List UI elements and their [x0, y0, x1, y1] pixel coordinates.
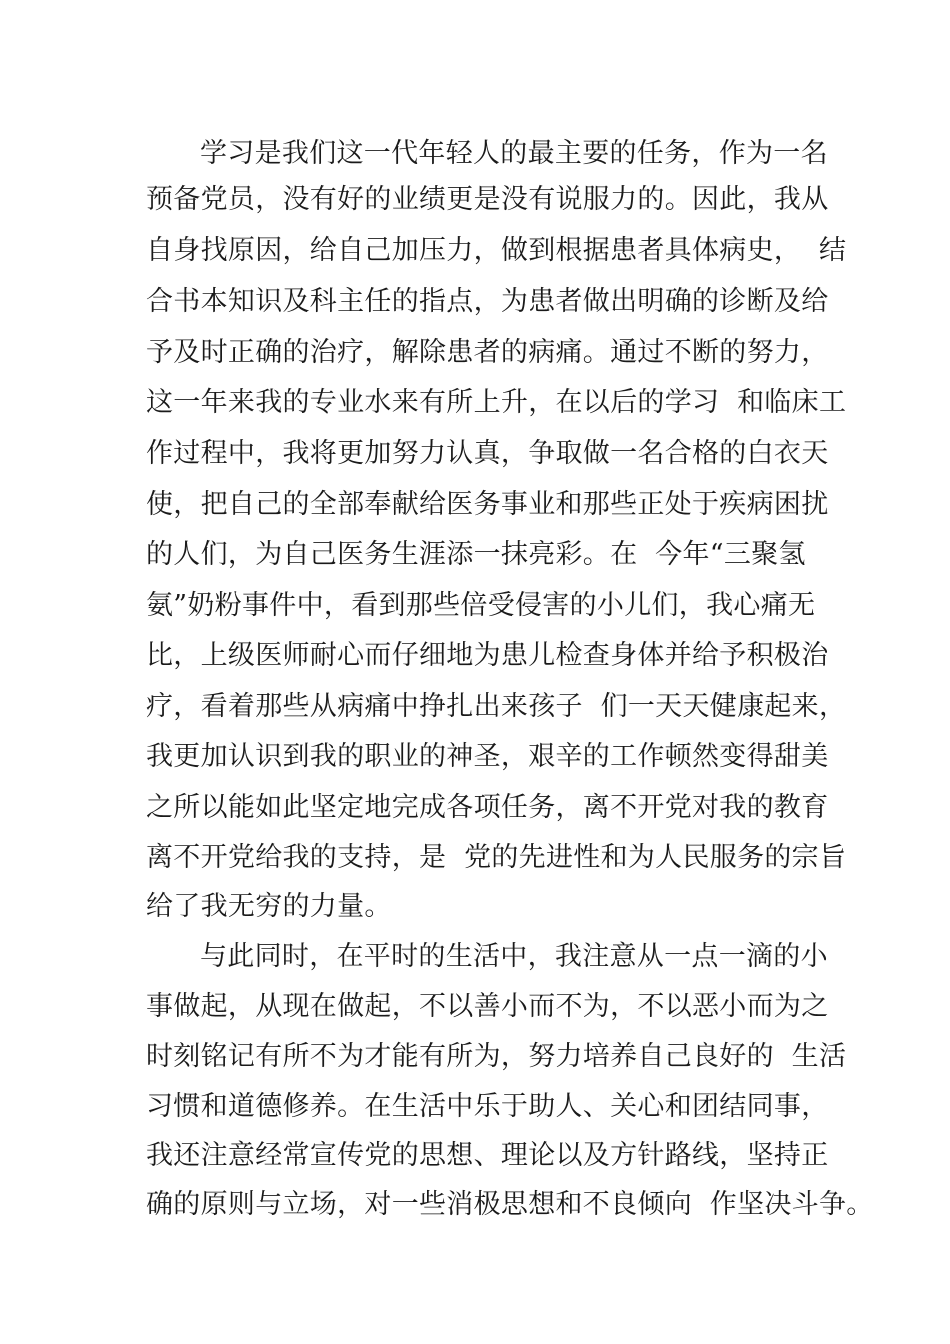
text-line: 我还注意经常宣传党的思想、理论以及方针路线，坚持正: [146, 1140, 829, 1171]
text-line: 予及时正确的治疗，解除患者的病痛。通过不断的努力，: [146, 337, 829, 368]
text-line: 与此同时，在平时的生活中，我注意从一点一滴的小: [200, 941, 828, 972]
text-line: 之所以能如此坚定地完成各项任务，离不开党对我的教育: [146, 792, 829, 823]
text-line: 我更加认识到我的职业的神圣，艰辛的工作顿然变得甜美: [146, 741, 829, 772]
text-line: 氨”奶粉事件中，看到那些倍受侵害的小儿们，我心痛无: [146, 590, 816, 621]
text-line: 这一年来我的专业水来有所上升，在以后的学习 和临床工: [146, 387, 847, 418]
text-line: 事做起，从现在做起，不以善小而不为，不以恶小而为之: [146, 991, 829, 1022]
text-line: 疗，看着那些从病痛中挣扎出来孩子 们一天天健康起来，: [146, 691, 847, 722]
text-line: 时刻铭记有所不为才能有所为，努力培养自己良好的 生活: [146, 1041, 847, 1072]
text-line: 的人们，为自己医务生涯添一抹亮彩。在 今年“三聚氢: [146, 539, 806, 570]
text-line: 学习是我们这一代年轻人的最主要的任务，作为一名: [200, 138, 828, 169]
text-line: 习惯和道德修养。在生活中乐于助人、关心和团结同事，: [146, 1091, 829, 1122]
text-line: 自身找原因，给自己加压力，做到根据患者具体病史， 结: [146, 235, 847, 266]
text-line: 使，把自己的全部奉献给医务事业和那些正处于疾病困扰: [146, 489, 829, 520]
text-line: 给了我无穷的力量。: [146, 891, 392, 922]
text-line: 离不开党给我的支持，是 党的先进性和为人民服务的宗旨: [146, 842, 847, 873]
text-line: 确的原则与立场，对一些消极思想和不良倾向 作坚决斗争。: [146, 1189, 874, 1220]
text-line: 作过程中，我将更加努力认真，争取做一名合格的白衣天: [146, 438, 829, 469]
text-line: 合书本知识及科主任的指点，为患者做出明确的诊断及给: [146, 286, 829, 317]
text-line: 预备党员，没有好的业绩更是没有说服力的。因此，我从: [146, 184, 829, 215]
text-line: 比，上级医师耐心而仔细地为患儿检查身体并给予积极治: [146, 640, 829, 671]
